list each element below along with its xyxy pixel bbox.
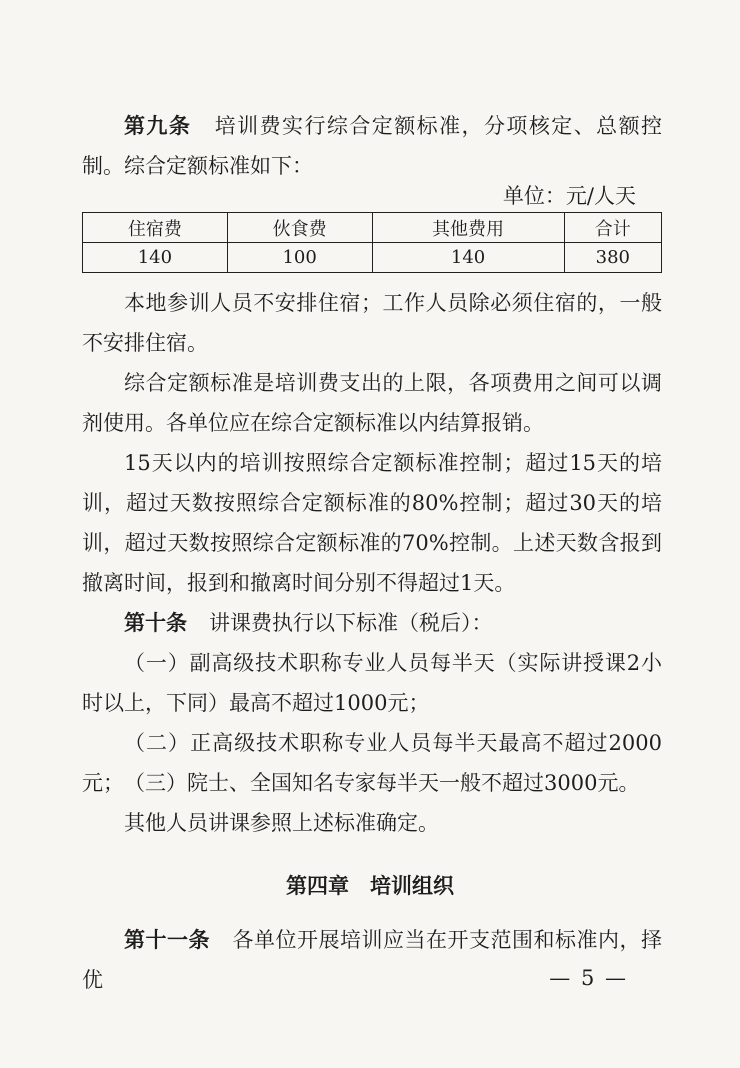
article-10-heading: 第十条 [124,611,187,635]
value-other: 140 [372,243,564,273]
page-number: — 5 — [549,966,628,990]
article-10-item-2: （二）正高级技术职称专业人员每半天最高不超过2000元； [82,731,662,795]
value-lodging: 140 [83,243,228,273]
article-11-heading: 第十一条 [124,928,210,952]
article-9-text: 培训费实行综合定额标准，分项核定、总额控制。综合定额标准如下： [82,114,663,178]
article-10-text: 讲课费执行以下标准（税后）： [209,611,493,635]
header-other: 其他费用 [372,213,564,243]
header-total: 合计 [564,213,661,243]
fee-table [82,212,662,273]
unit-label: 单位：元/人天 [502,184,636,208]
article-10-item-3: （三）院士、全国知名专家每半天一般不超过3000元。 [124,771,640,795]
paragraph-quota: 综合定额标准是培训费支出的上限，各项费用之间可以调剂使用。各单位应在综合定额标准以内结算报销。 [82,371,662,435]
fee-table-header-row [83,213,662,243]
fee-table-value-row [83,243,662,273]
article-9 [82,106,662,186]
article-10-note: 其他人员讲课参照上述标准确定。 [124,811,439,835]
paragraph-duration: 15天以内的培训按照综合定额标准控制；超过15天的培训，超过天数按照综合定额标准的80%控制；超过30天的培训，超过天数按照综合定额标准的70%控制。上述天数含报到撤离时间，报到和撤离时间分别不得超过1天。 [82,451,662,595]
article-10 [82,603,662,643]
article-9-heading: 第九条 [124,114,192,138]
header-meals: 伙食费 [227,213,372,243]
article-11-text: 各单位开展培训应当在开支范围和标准内，择优 [82,928,662,992]
article-10-item-1: （一）副高级技术职称专业人员每半天（实际讲授课2小时以上，下同）最高不超过1000元； [82,651,662,715]
value-meals: 100 [227,243,372,273]
header-lodging: 住宿费 [83,213,228,243]
chapter-heading: 第四章 培训组织 [286,874,454,898]
paragraph-lodging: 本地参训人员不安排住宿；工作人员除必须住宿的，一般不安排住宿。 [82,291,662,355]
value-total: 380 [564,243,661,273]
